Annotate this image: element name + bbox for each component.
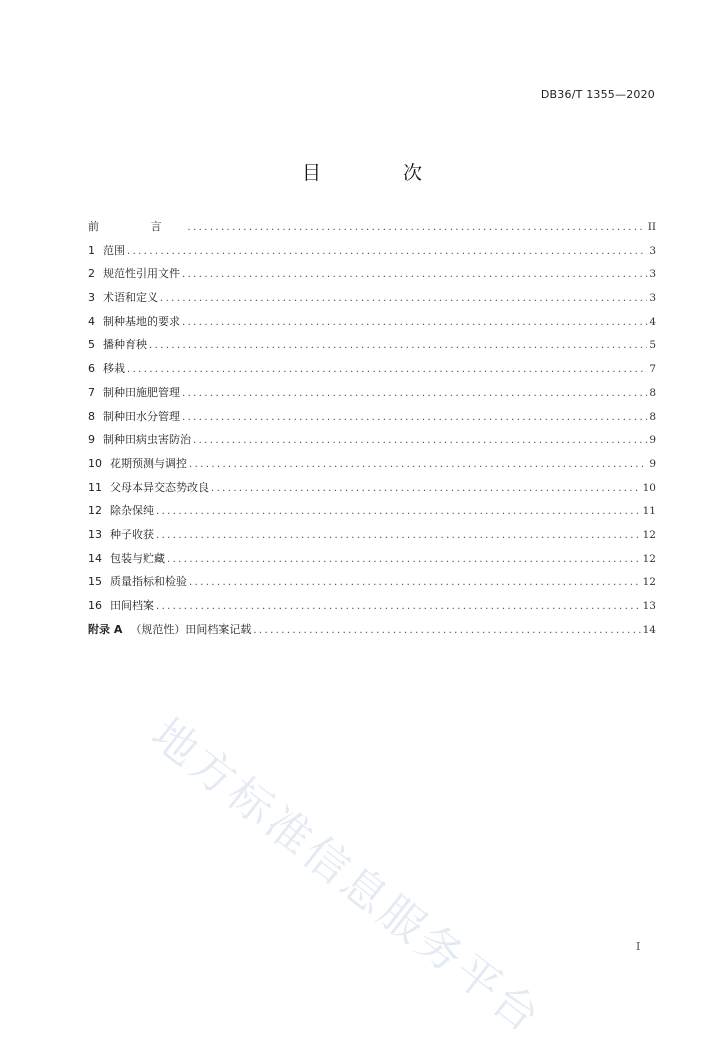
toc-leader-dots xyxy=(182,269,647,280)
toc-leader-dots xyxy=(182,412,647,423)
toc-entry-label: 田间档案 xyxy=(110,599,154,612)
toc-entry-number: 13 xyxy=(88,527,102,541)
toc-leader-dots xyxy=(193,435,647,446)
toc-entry-label: 术语和定义 xyxy=(103,291,158,305)
document-code: DB36/T 1355—2020 xyxy=(540,88,655,101)
toc-leader-dots xyxy=(156,530,641,541)
watermark: 地方标准信息服务平台 xyxy=(141,708,552,1045)
toc-entry-number: 4 xyxy=(88,314,95,328)
toc-entry-page: 14 xyxy=(642,623,656,636)
toc-entry[interactable] xyxy=(88,431,656,455)
toc-leader-dots xyxy=(182,317,647,328)
toc-title: 目 次 xyxy=(301,162,461,184)
toc-entry-number: 16 xyxy=(88,599,102,612)
toc-entry[interactable] xyxy=(88,597,656,621)
toc-leader-dots xyxy=(182,388,647,399)
toc-entry-label: 播种育秧 xyxy=(103,338,147,352)
toc-entry-label: 制种田病虫害防治 xyxy=(103,433,191,447)
toc-entry-number: 附录 A xyxy=(88,622,123,636)
toc-entry-page: 5 xyxy=(649,339,656,352)
toc-entry[interactable] xyxy=(88,336,656,360)
toc-leader-dots xyxy=(127,246,647,257)
toc-entry-label: 制种基地的要求 xyxy=(103,314,180,328)
toc-entry-preface[interactable] xyxy=(88,218,656,242)
toc-entry[interactable] xyxy=(88,526,656,550)
toc-entry-label: 种子收获 xyxy=(110,527,154,541)
toc-entry-number: 6 xyxy=(88,362,95,376)
toc-entry-page: 11 xyxy=(642,505,656,518)
toc-entry[interactable] xyxy=(88,265,656,289)
toc-entry-page: 7 xyxy=(649,363,656,376)
toc-entry-page: 12 xyxy=(642,528,656,541)
toc-entry-number: 2 xyxy=(88,267,95,281)
toc-leader-dots xyxy=(189,577,641,588)
toc-entry[interactable] xyxy=(88,408,656,432)
toc-entry-page: 3 xyxy=(649,268,656,281)
toc-entry-page: 9 xyxy=(649,457,656,470)
toc-entry[interactable] xyxy=(88,360,656,384)
toc-entry-number: 12 xyxy=(88,504,102,518)
toc-entry[interactable] xyxy=(88,455,656,479)
toc-leader-dots xyxy=(167,554,641,565)
page-number: I xyxy=(636,940,641,953)
toc-entry-page: II xyxy=(647,221,656,233)
toc-entry-page: 3 xyxy=(649,292,656,305)
toc-leader-dots xyxy=(127,364,647,375)
toc-entry-number: 3 xyxy=(88,291,95,305)
toc-entry-label: 范围 xyxy=(103,243,125,257)
toc-entry-number: 5 xyxy=(88,338,95,352)
toc-leader-dots xyxy=(253,625,640,636)
toc-entry[interactable] xyxy=(88,502,656,526)
toc-entry-page: 8 xyxy=(649,410,656,423)
toc-entry[interactable] xyxy=(88,573,656,597)
toc-entry[interactable] xyxy=(88,479,656,503)
toc-entry-label: 包装与贮藏 xyxy=(110,551,165,565)
toc-entry-label: 前 言 xyxy=(88,220,186,233)
toc-entry-label: 制种田水分管理 xyxy=(103,409,180,423)
toc-entry-number: 9 xyxy=(88,433,95,447)
toc-leader-dots xyxy=(149,340,647,351)
toc-entry-page: 12 xyxy=(642,552,656,565)
toc-entry-label: 制种田施肥管理 xyxy=(103,385,180,399)
toc-entry-number: 8 xyxy=(88,409,95,423)
toc-entry-label: 父母本异交态势改良 xyxy=(110,480,209,494)
toc-entry[interactable] xyxy=(88,384,656,408)
toc-entry[interactable] xyxy=(88,289,656,313)
toc-entry[interactable] xyxy=(88,313,656,337)
toc-entry-number: 10 xyxy=(88,456,102,470)
toc-leader-dots xyxy=(188,222,646,233)
toc-leader-dots xyxy=(160,293,647,304)
toc-entry-label: 移栽 xyxy=(103,362,125,376)
toc-entry-number: 14 xyxy=(88,551,102,565)
toc-entry-label: （规范性）田间档案记载 xyxy=(130,622,252,636)
toc-entry-page: 9 xyxy=(649,434,656,447)
toc-entry[interactable] xyxy=(88,242,656,266)
toc-entry-number: 7 xyxy=(88,385,95,399)
toc-entry-number: 11 xyxy=(88,480,102,494)
toc-entry-appendix-a[interactable] xyxy=(88,621,656,645)
toc-entry-label: 质量指标和检验 xyxy=(110,575,187,589)
toc-entry-page: 10 xyxy=(642,481,656,494)
toc-entry-label: 规范性引用文件 xyxy=(103,267,180,281)
toc-entry-page: 3 xyxy=(649,244,656,257)
toc-leader-dots xyxy=(156,506,641,517)
toc-entry-page: 12 xyxy=(642,576,656,589)
toc-entry-page: 4 xyxy=(649,315,656,328)
toc-entry-label: 除杂保纯 xyxy=(110,504,154,518)
toc-leader-dots xyxy=(156,601,641,612)
toc-entry-page: 13 xyxy=(642,600,656,612)
toc-leader-dots xyxy=(189,459,647,470)
toc-entry-number: 1 xyxy=(88,243,95,257)
toc-entry-number: 15 xyxy=(88,575,102,589)
toc-entry-label: 花期预测与调控 xyxy=(110,456,187,470)
toc-entry[interactable] xyxy=(88,550,656,574)
toc-entry-page: 8 xyxy=(649,386,656,399)
toc-leader-dots xyxy=(211,483,641,494)
table-of-contents xyxy=(88,218,656,644)
